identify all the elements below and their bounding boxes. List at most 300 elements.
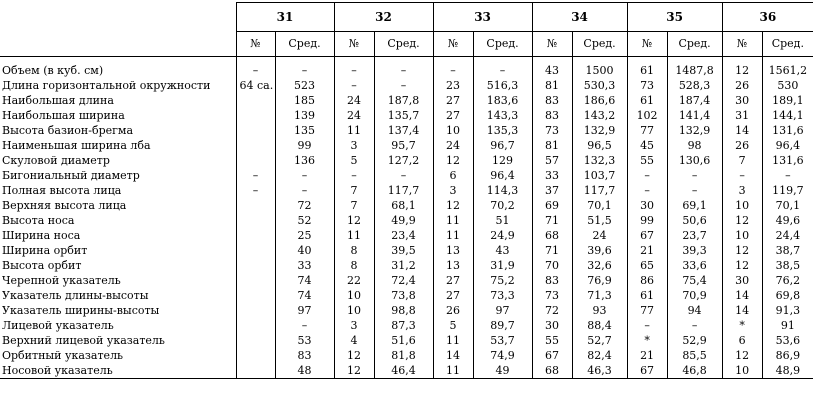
count-cell: 73 (627, 78, 667, 93)
count-cell: 65 (627, 258, 667, 273)
mean-cell: – (275, 318, 334, 333)
count-cell: 26 (433, 303, 473, 318)
mean-cell: 53 (275, 333, 334, 348)
mean-cell: 31,9 (473, 258, 532, 273)
mean-cell: 46,4 (374, 363, 433, 379)
mean-cell: 144,1 (762, 108, 813, 123)
mean-cell: 91 (762, 318, 813, 333)
group-header-32: 32 (334, 3, 433, 32)
count-cell (236, 198, 275, 213)
col-head-mean: Сред. (667, 32, 722, 57)
mean-cell: 52,9 (667, 333, 722, 348)
row-label: Высота базион-брегма (2, 124, 133, 137)
mean-cell: 135,7 (374, 108, 433, 123)
mean-cell: 528,3 (667, 78, 722, 93)
mean-cell: – (667, 168, 722, 183)
table-row (0, 243, 813, 258)
col-head-n: № (722, 32, 762, 57)
count-cell: – (627, 318, 667, 333)
count-cell (236, 138, 275, 153)
count-cell: 7 (334, 183, 374, 198)
count-cell (236, 258, 275, 273)
count-cell: 43 (532, 57, 572, 79)
count-cell: 23 (433, 78, 473, 93)
count-cell: 12 (334, 213, 374, 228)
count-cell: 61 (627, 288, 667, 303)
row-label: Наибольшая ширина (2, 109, 125, 122)
table-row (0, 183, 813, 198)
mean-cell: 1487,8 (667, 57, 722, 79)
count-cell: 31 (722, 108, 762, 123)
mean-cell: 130,6 (667, 153, 722, 168)
count-cell: 67 (627, 228, 667, 243)
mean-cell: 99 (275, 138, 334, 153)
mean-cell: 82,4 (572, 348, 627, 363)
count-cell: 55 (627, 153, 667, 168)
mean-cell: 131,6 (762, 123, 813, 138)
mean-cell: 97 (275, 303, 334, 318)
row-label: Верхний лицевой указатель (2, 334, 165, 347)
count-cell (236, 363, 275, 379)
mean-cell: 83 (275, 348, 334, 363)
group-header-row (0, 3, 813, 32)
table-row (0, 123, 813, 138)
count-cell: 12 (433, 153, 473, 168)
count-cell: 11 (433, 213, 473, 228)
count-cell: 13 (433, 243, 473, 258)
mean-cell: 530 (762, 78, 813, 93)
count-cell: 3 (433, 183, 473, 198)
count-cell: 14 (722, 123, 762, 138)
col-head-n: № (532, 32, 572, 57)
group-header-33: 33 (433, 3, 532, 32)
count-cell: – (236, 168, 275, 183)
count-cell: 81 (532, 138, 572, 153)
count-cell: 24 (334, 108, 374, 123)
mean-cell: 24,4 (762, 228, 813, 243)
mean-cell: 127,2 (374, 153, 433, 168)
mean-cell: – (374, 168, 433, 183)
mean-cell: 51,5 (572, 213, 627, 228)
count-cell: 21 (627, 243, 667, 258)
count-cell: 68 (532, 228, 572, 243)
mean-cell: 48 (275, 363, 334, 379)
count-cell: 7 (722, 153, 762, 168)
mean-cell: – (374, 57, 433, 79)
mean-cell: 51,6 (374, 333, 433, 348)
mean-cell: 70,2 (473, 198, 532, 213)
mean-cell: 88,4 (572, 318, 627, 333)
count-cell: 72 (532, 303, 572, 318)
mean-cell: 68,1 (374, 198, 433, 213)
count-cell: 10 (722, 198, 762, 213)
mean-cell: 135 (275, 123, 334, 138)
mean-cell: 1561,2 (762, 57, 813, 79)
count-cell (236, 303, 275, 318)
count-cell: 67 (627, 363, 667, 379)
mean-cell: 96,4 (762, 138, 813, 153)
mean-cell: 187,4 (667, 93, 722, 108)
count-cell (236, 213, 275, 228)
count-cell: 83 (532, 273, 572, 288)
count-cell: 12 (722, 243, 762, 258)
mean-cell: 119,7 (762, 183, 813, 198)
mean-cell: 75,4 (667, 273, 722, 288)
count-cell (236, 93, 275, 108)
mean-cell: – (275, 168, 334, 183)
mean-cell: – (667, 183, 722, 198)
count-cell: 11 (433, 228, 473, 243)
row-label: Указатель ширины-высоты (2, 304, 160, 317)
count-cell (236, 153, 275, 168)
mean-cell: 31,2 (374, 258, 433, 273)
count-cell (236, 348, 275, 363)
mean-cell: 103,7 (572, 168, 627, 183)
count-cell: 8 (334, 243, 374, 258)
count-cell: 12 (722, 348, 762, 363)
table-row (0, 198, 813, 213)
mean-cell: 86,9 (762, 348, 813, 363)
mean-cell: 52,7 (572, 333, 627, 348)
mean-cell: 94 (667, 303, 722, 318)
mean-cell: 24 (572, 228, 627, 243)
table-row (0, 78, 813, 93)
mean-cell: – (275, 57, 334, 79)
count-cell: – (627, 168, 667, 183)
mean-cell: 114,3 (473, 183, 532, 198)
group-header-34: 34 (532, 3, 627, 32)
mean-cell: 69,8 (762, 288, 813, 303)
mean-cell: 73,8 (374, 288, 433, 303)
group-header-35: 35 (627, 3, 722, 32)
mean-cell: 187,8 (374, 93, 433, 108)
count-cell: 12 (433, 198, 473, 213)
empty-label-head (0, 32, 236, 57)
count-cell: * (627, 333, 667, 348)
mean-cell: 72 (275, 198, 334, 213)
col-head-mean: Сред. (374, 32, 433, 57)
row-label: Наибольшая длина (2, 94, 114, 107)
mean-cell: 97 (473, 303, 532, 318)
count-cell: 30 (627, 198, 667, 213)
row-label: Верхняя высота лица (2, 199, 127, 212)
empty-corner-cell (0, 3, 236, 32)
mean-cell: 48,9 (762, 363, 813, 379)
mean-cell: 71,3 (572, 288, 627, 303)
mean-cell: 49 (473, 363, 532, 379)
count-cell: 14 (722, 288, 762, 303)
count-cell: 71 (532, 213, 572, 228)
mean-cell: 75,2 (473, 273, 532, 288)
count-cell: 73 (532, 288, 572, 303)
count-cell: 64 са. (236, 78, 275, 93)
count-cell: 26 (722, 78, 762, 93)
table-row (0, 153, 813, 168)
count-cell: * (722, 318, 762, 333)
mean-cell: 93 (572, 303, 627, 318)
mean-cell: 1500 (572, 57, 627, 79)
mean-cell: 143,3 (473, 108, 532, 123)
count-cell: 21 (627, 348, 667, 363)
count-cell (236, 108, 275, 123)
mean-cell: 98 (667, 138, 722, 153)
count-cell: 67 (532, 348, 572, 363)
count-cell: 4 (334, 333, 374, 348)
count-cell: 24 (334, 93, 374, 108)
count-cell: 3 (334, 318, 374, 333)
mean-cell: 132,9 (572, 123, 627, 138)
row-label: Носовой указатель (0, 363, 236, 379)
mean-cell: 137,4 (374, 123, 433, 138)
mean-cell: 523 (275, 78, 334, 93)
count-cell: 12 (334, 348, 374, 363)
mean-cell: 52 (275, 213, 334, 228)
col-head-mean: Сред. (762, 32, 813, 57)
count-cell: 12 (722, 57, 762, 79)
mean-cell: 38,5 (762, 258, 813, 273)
count-cell (236, 273, 275, 288)
mean-cell: 33 (275, 258, 334, 273)
mean-cell: 91,3 (762, 303, 813, 318)
count-cell: 77 (627, 303, 667, 318)
subheader-row (0, 32, 813, 57)
table-row (0, 363, 813, 379)
count-cell: 70 (532, 258, 572, 273)
mean-cell: 24,9 (473, 228, 532, 243)
count-cell: 27 (433, 108, 473, 123)
col-head-n: № (236, 32, 275, 57)
count-cell: 11 (334, 123, 374, 138)
mean-cell: – (667, 318, 722, 333)
mean-cell: 39,3 (667, 243, 722, 258)
mean-cell: 73,3 (473, 288, 532, 303)
mean-cell: 98,8 (374, 303, 433, 318)
mean-cell: 117,7 (572, 183, 627, 198)
count-cell: 27 (433, 273, 473, 288)
mean-cell: 96,4 (473, 168, 532, 183)
count-cell: 45 (627, 138, 667, 153)
mean-cell: 132,9 (667, 123, 722, 138)
row-label: Полная высота лица (2, 184, 122, 197)
count-cell: 26 (722, 138, 762, 153)
count-cell: 69 (532, 198, 572, 213)
count-cell: 102 (627, 108, 667, 123)
table-row (0, 348, 813, 363)
mean-cell: 131,6 (762, 153, 813, 168)
count-cell: 10 (433, 123, 473, 138)
count-cell: 30 (722, 93, 762, 108)
count-cell: – (334, 57, 374, 79)
table-body (0, 57, 813, 379)
count-cell: 11 (433, 333, 473, 348)
mean-cell: 74 (275, 288, 334, 303)
mean-cell: 530,3 (572, 78, 627, 93)
count-cell (236, 123, 275, 138)
mean-cell: 70,9 (667, 288, 722, 303)
count-cell: 22 (334, 273, 374, 288)
col-head-n: № (433, 32, 473, 57)
count-cell: 3 (334, 138, 374, 153)
table-row (0, 213, 813, 228)
count-cell: 12 (722, 213, 762, 228)
mean-cell: 76,2 (762, 273, 813, 288)
mean-cell: 117,7 (374, 183, 433, 198)
mean-cell: 141,4 (667, 108, 722, 123)
mean-cell: 32,6 (572, 258, 627, 273)
count-cell (236, 228, 275, 243)
table-row (0, 303, 813, 318)
count-cell: 86 (627, 273, 667, 288)
count-cell: 14 (433, 348, 473, 363)
table-row (0, 138, 813, 153)
count-cell: 33 (532, 168, 572, 183)
row-label: Длина горизонтальной окружности (2, 79, 211, 92)
count-cell (236, 288, 275, 303)
count-cell: 55 (532, 333, 572, 348)
table-row (0, 288, 813, 303)
count-cell: 10 (334, 288, 374, 303)
mean-cell: 25 (275, 228, 334, 243)
row-label: Ширина носа (2, 229, 81, 242)
count-cell: 83 (532, 108, 572, 123)
mean-cell: 74,9 (473, 348, 532, 363)
count-cell: 73 (532, 123, 572, 138)
mean-cell: 186,6 (572, 93, 627, 108)
mean-cell: 72,4 (374, 273, 433, 288)
count-cell: 12 (334, 363, 374, 379)
row-label: Лицевой указатель (2, 319, 114, 332)
count-cell: 8 (334, 258, 374, 273)
count-cell: 11 (334, 228, 374, 243)
count-cell: 99 (627, 213, 667, 228)
mean-cell: 39,5 (374, 243, 433, 258)
table-row (0, 108, 813, 123)
count-cell: 30 (722, 273, 762, 288)
table-row (0, 57, 813, 79)
mean-cell: 81,8 (374, 348, 433, 363)
row-label: Наименьшая ширина лба (2, 139, 151, 152)
count-cell: – (334, 168, 374, 183)
col-head-n: № (334, 32, 374, 57)
mean-cell: – (473, 57, 532, 79)
row-label: Объем (в куб. см) (2, 64, 104, 77)
measurements-table (0, 2, 813, 379)
row-label: Черепной указатель (2, 274, 121, 287)
count-cell: – (433, 57, 473, 79)
mean-cell: 53,6 (762, 333, 813, 348)
count-cell: – (627, 183, 667, 198)
col-head-mean: Сред. (473, 32, 532, 57)
count-cell: 77 (627, 123, 667, 138)
row-label: Бигониальный диаметр (2, 169, 140, 182)
mean-cell: 50,6 (667, 213, 722, 228)
mean-cell: 89,7 (473, 318, 532, 333)
mean-cell: 85,5 (667, 348, 722, 363)
count-cell: 13 (433, 258, 473, 273)
count-cell: – (236, 57, 275, 79)
mean-cell: 87,3 (374, 318, 433, 333)
table-row (0, 273, 813, 288)
count-cell: 12 (722, 258, 762, 273)
count-cell (236, 318, 275, 333)
mean-cell: 39,6 (572, 243, 627, 258)
mean-cell: 46,8 (667, 363, 722, 379)
col-head-mean: Сред. (572, 32, 627, 57)
table-row (0, 258, 813, 273)
row-label: Указатель длины-высоты (2, 289, 149, 302)
count-cell: – (236, 183, 275, 198)
mean-cell: 38,7 (762, 243, 813, 258)
mean-cell: 43 (473, 243, 532, 258)
count-cell (236, 333, 275, 348)
mean-cell: 70,1 (762, 198, 813, 213)
mean-cell: 69,1 (667, 198, 722, 213)
count-cell: 3 (722, 183, 762, 198)
table-row (0, 333, 813, 348)
count-cell: 83 (532, 93, 572, 108)
table-row (0, 168, 813, 183)
count-cell: – (722, 168, 762, 183)
mean-cell: 185 (275, 93, 334, 108)
mean-cell: 139 (275, 108, 334, 123)
mean-cell: 49,6 (762, 213, 813, 228)
row-label: Орбитный указатель (2, 349, 124, 362)
mean-cell: – (275, 183, 334, 198)
mean-cell: 143,2 (572, 108, 627, 123)
mean-cell: 516,3 (473, 78, 532, 93)
count-cell: 10 (722, 363, 762, 379)
count-cell: 30 (532, 318, 572, 333)
count-cell: 5 (433, 318, 473, 333)
count-cell: 10 (722, 228, 762, 243)
mean-cell: 23,4 (374, 228, 433, 243)
row-label: Скуловой диаметр (2, 154, 110, 167)
count-cell: 57 (532, 153, 572, 168)
mean-cell: 95,7 (374, 138, 433, 153)
mean-cell: 33,6 (667, 258, 722, 273)
mean-cell: 183,6 (473, 93, 532, 108)
row-label: Высота носа (2, 214, 75, 227)
mean-cell: 129 (473, 153, 532, 168)
count-cell: 37 (532, 183, 572, 198)
count-cell: 24 (433, 138, 473, 153)
table-row (0, 93, 813, 108)
count-cell: 14 (722, 303, 762, 318)
col-head-mean: Сред. (275, 32, 334, 57)
count-cell: 10 (334, 303, 374, 318)
count-cell: – (334, 78, 374, 93)
count-cell: 61 (627, 57, 667, 79)
count-cell: 11 (433, 363, 473, 379)
mean-cell: 76,9 (572, 273, 627, 288)
mean-cell: 40 (275, 243, 334, 258)
mean-cell: 96,7 (473, 138, 532, 153)
group-header-31: 31 (236, 3, 334, 32)
mean-cell: 23,7 (667, 228, 722, 243)
mean-cell: – (762, 168, 813, 183)
mean-cell: 96,5 (572, 138, 627, 153)
mean-cell: – (374, 78, 433, 93)
mean-cell: 136 (275, 153, 334, 168)
count-cell: 27 (433, 288, 473, 303)
count-cell (236, 243, 275, 258)
row-label: Ширина орбит (2, 244, 88, 257)
mean-cell: 46,3 (572, 363, 627, 379)
count-cell: 27 (433, 93, 473, 108)
group-header-36: 36 (722, 3, 813, 32)
count-cell: 81 (532, 78, 572, 93)
count-cell: 68 (532, 363, 572, 379)
